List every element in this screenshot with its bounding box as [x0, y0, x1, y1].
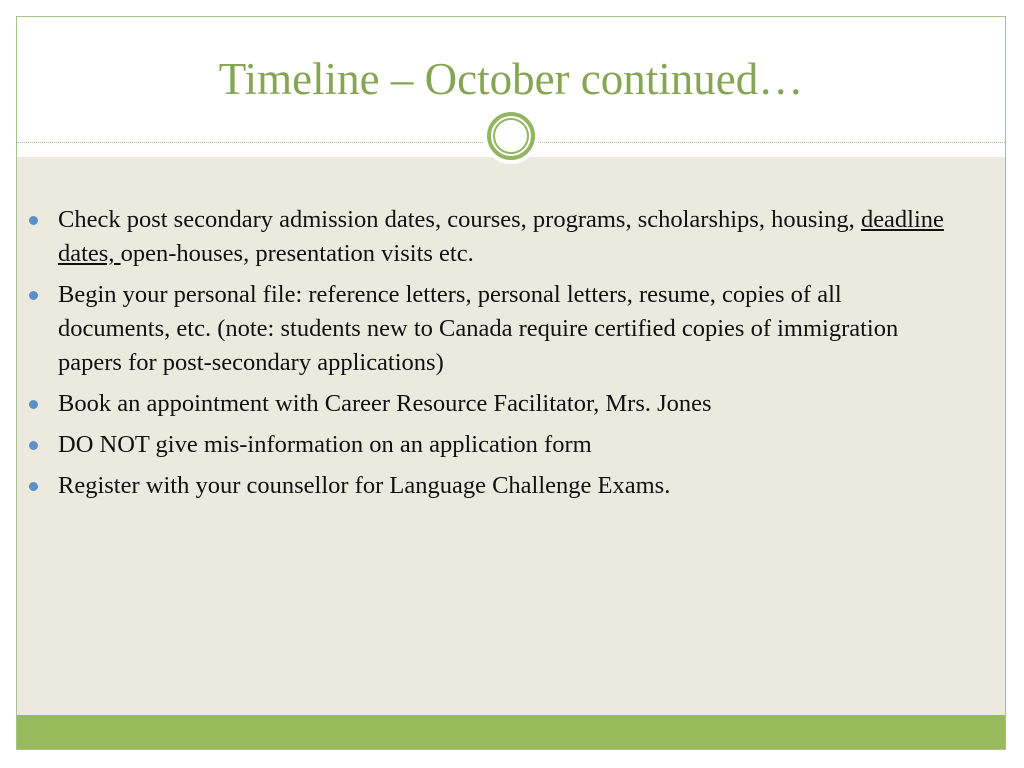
- bullet-list: [58, 203, 958, 510]
- bullet-text: Check post secondary admission dates, courses, programs, scholarships, housing,: [58, 206, 861, 233]
- bullet-text-underlined: deadline dates,: [58, 206, 944, 267]
- bullet-item: [58, 278, 958, 380]
- bullet-text: Book an appointment with Career Resource Facilitator, Mrs. Jones: [58, 390, 712, 417]
- circle-ornament-inner-ring: [493, 118, 529, 154]
- bullet-dot-icon: [29, 482, 38, 491]
- bullet-item: [58, 203, 958, 271]
- bullet-item: [58, 428, 958, 462]
- bullet-item: [58, 387, 958, 421]
- footer-band: [17, 715, 1005, 749]
- bullet-text: Register with your counsellor for Language Challenge Exams.: [58, 472, 671, 499]
- bullet-text: DO NOT give mis-information on an application form: [58, 431, 592, 458]
- bullet-text: open-houses, presentation visits etc.: [120, 240, 474, 267]
- bullet-dot-icon: [29, 216, 38, 225]
- slide-title: Timeline – October continued…: [218, 54, 804, 104]
- bullet-item: [58, 469, 958, 503]
- bullet-dot-icon: [29, 400, 38, 409]
- bullet-text: Begin your personal file: reference letters, personal letters, resume, copies of all documents, etc. (note: students new to Canada require certified copies of immigration papers for post-secondary applications): [58, 281, 899, 376]
- bullet-dot-icon: [29, 291, 38, 300]
- bullet-dot-icon: [29, 441, 38, 450]
